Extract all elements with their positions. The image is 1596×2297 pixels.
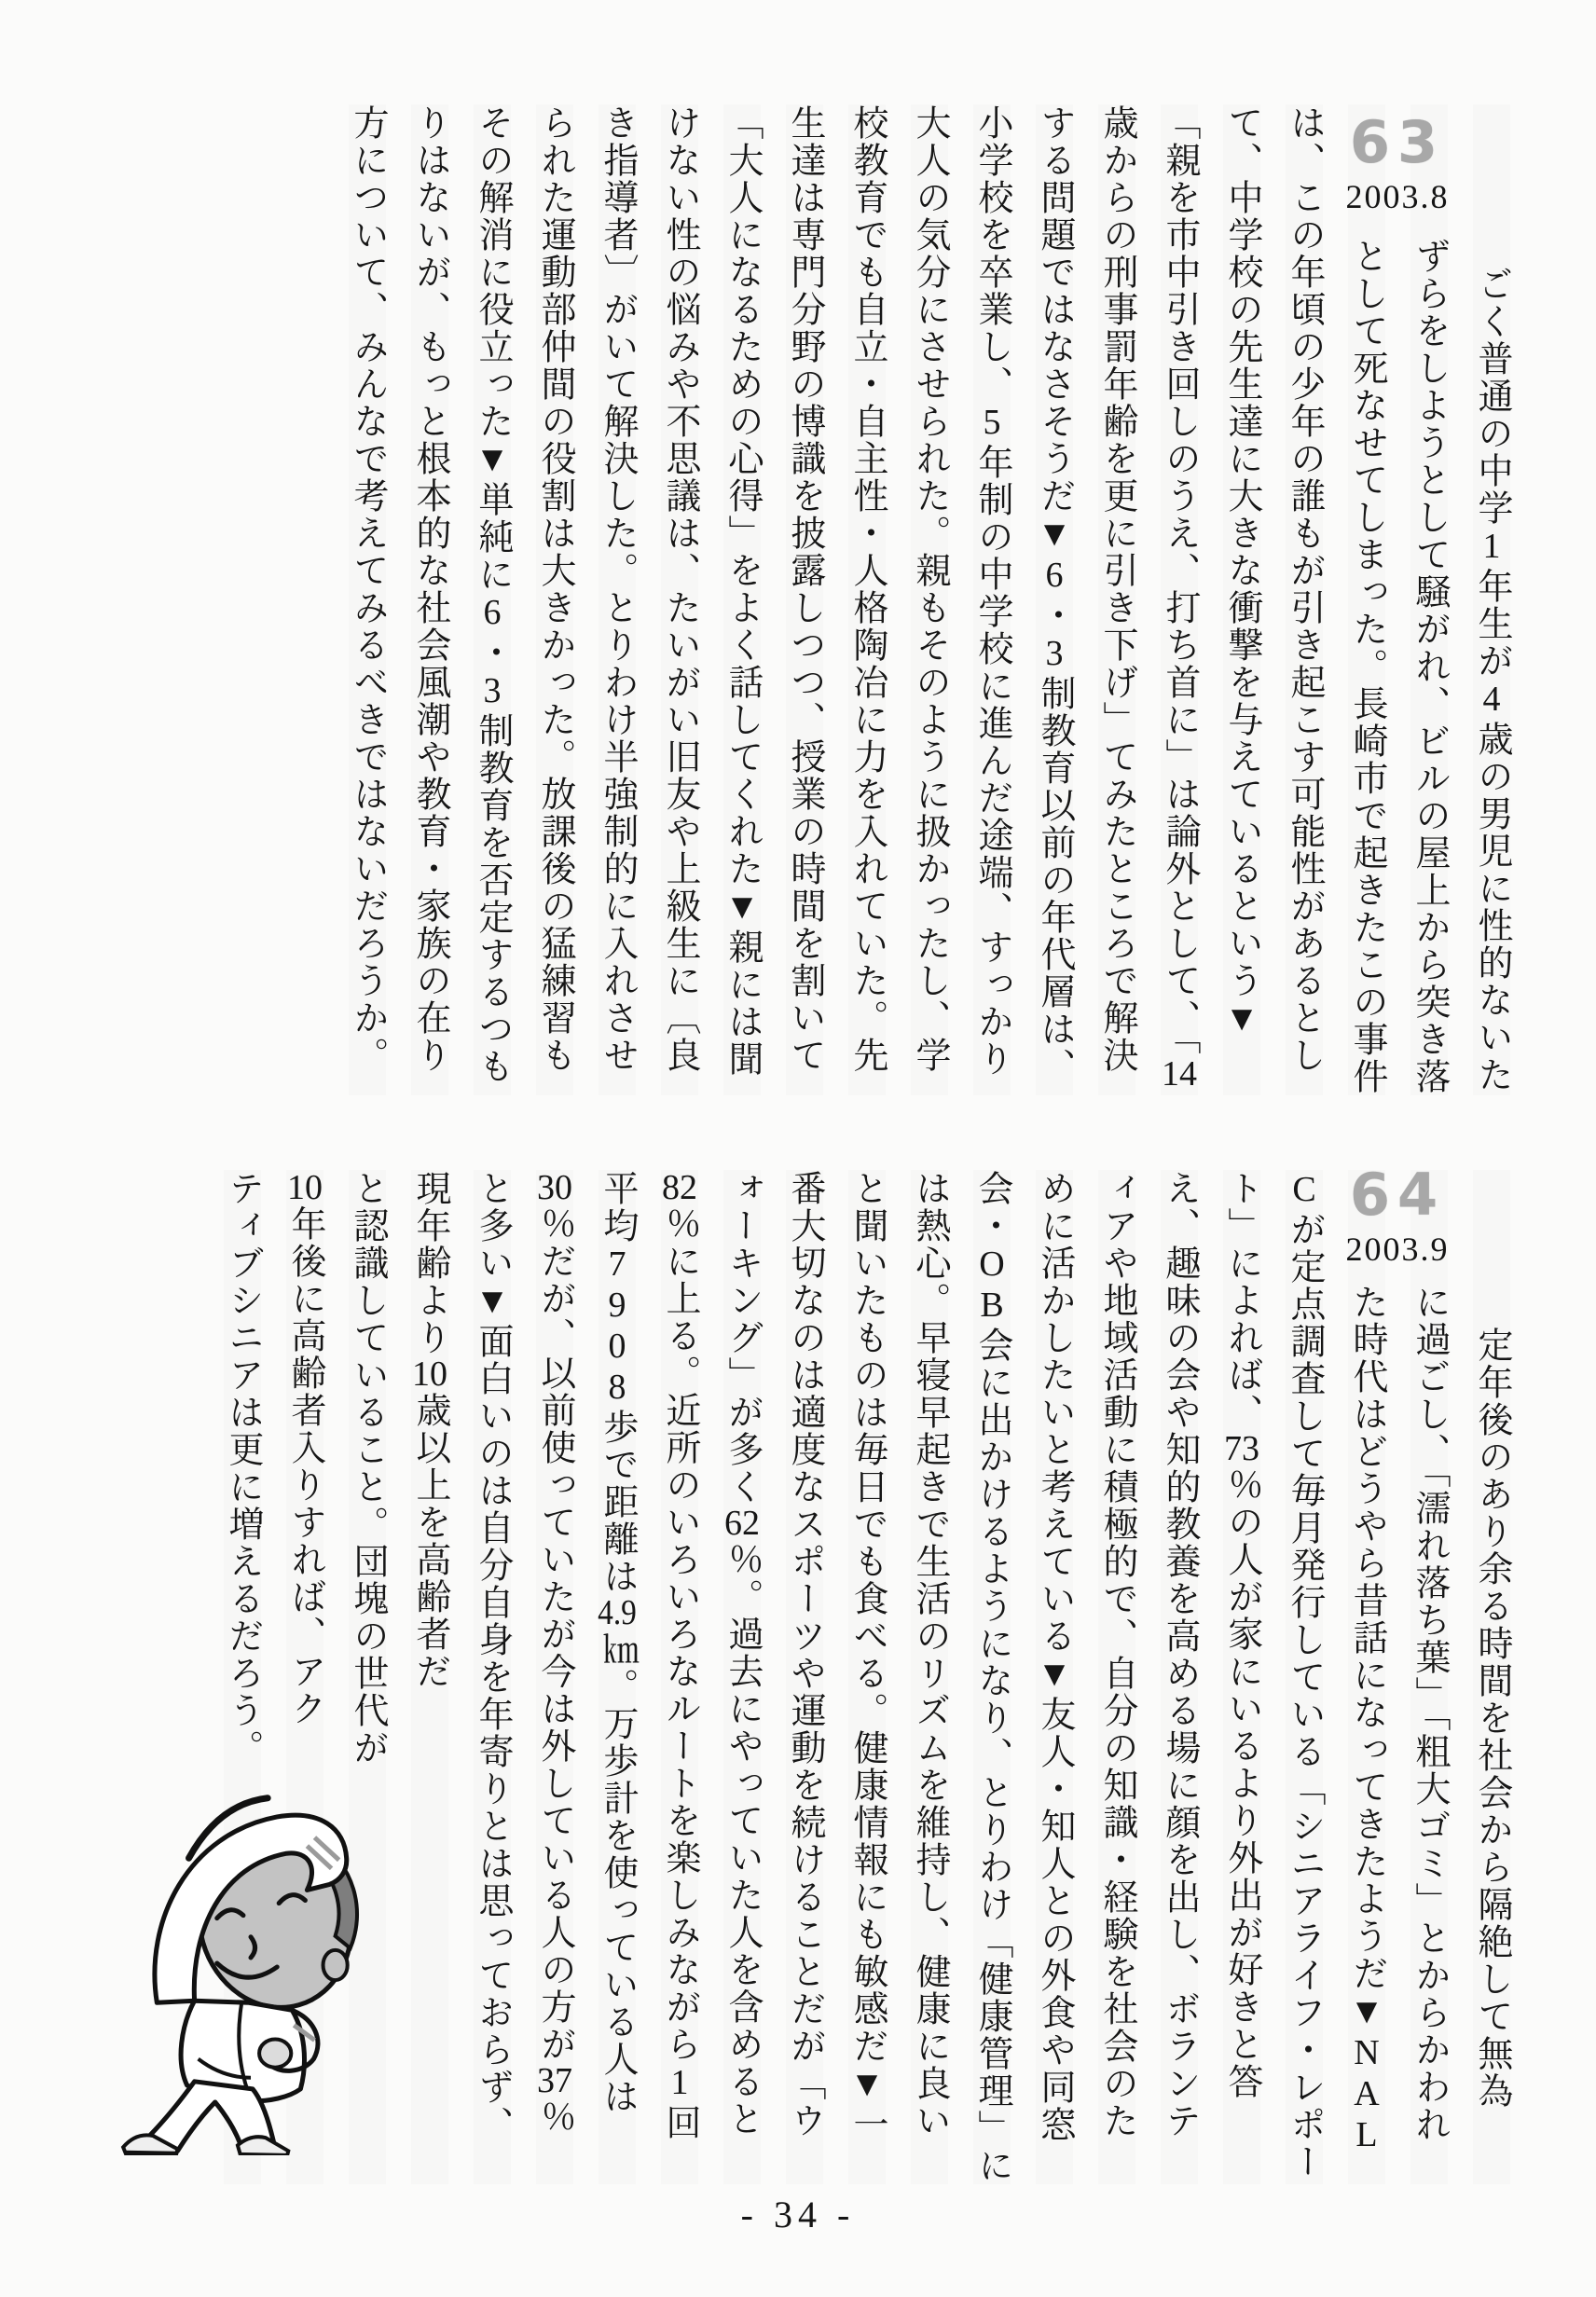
text-column: 方について、みんなで考えてみるべきではないだろうか。: [348, 104, 387, 1074]
fist: [259, 2040, 291, 2068]
text-column: 定年後のあり余る時間を社会から隔絶して無為: [1472, 1327, 1511, 2110]
text-column: その解消に役立った▼単純に6・3制教育を否定するつも: [473, 104, 512, 1085]
text-column: 平均7908歩で距離は4.9㎞。万歩計を使っている人は: [598, 1170, 637, 2115]
text-column: て、中学校の先生達に大きな衝撃を与えているという▼: [1222, 104, 1261, 1040]
section-64-header: [1314, 1161, 1480, 1269]
text-column: する問題ではなさそうだ▼6・3制教育以前の年代層は、: [1035, 104, 1074, 1085]
text-column: 番大切なのは適度なスポーツや運動を続けることだが「ウ: [785, 1170, 824, 2139]
text-column: 「親を市中引き回しのうえ、打ち首に」は論外として、「14: [1160, 104, 1199, 1092]
section-date: 2003.9: [1345, 1231, 1450, 1268]
text-column: き指導者〕がいて解決した。とりわけ半強制的に入れさせ: [598, 104, 637, 1074]
essay-section-63: [323, 104, 1510, 1095]
text-column: ずらをしようとして騒がれ、ビルの屋上から突き落: [1410, 238, 1449, 1095]
text-column: ティブシニアは更に増えるだろう。: [223, 1170, 262, 1767]
text-column: と聞いたものは毎日でも食べる。健康情報にも敏感だ▼一: [847, 1170, 887, 2143]
text-column: 「大人になるための心得」をよく話してくれた▼親には聞: [722, 104, 762, 1078]
page-number: - 34 -: [740, 2194, 856, 2235]
text-column: 小学校を卒業し、5年制の中学校に進んだ途端、すっかり: [972, 104, 1011, 1078]
text-column: と認識していること。団塊の世代が: [348, 1170, 387, 1767]
text-column: ごく普通の中学1年生が4歳の男児に性的ないた: [1472, 266, 1511, 1093]
text-column: 大人の気分にさせられた。親もそのように扱かったし、学: [910, 104, 949, 1074]
text-column: は、この年頃の少年の誰もが引き起こす可能性があるとし: [1285, 104, 1324, 1074]
text-column: 30％だが、以前使っていたが今は外している人の方が37％: [535, 1170, 574, 2136]
text-column: 現年齢より10歳以上を高齢者だ: [410, 1170, 449, 1690]
text-column: 10年後に高齢者入りすれば、アク: [285, 1170, 324, 1727]
text-column: めに活かしたいと考えている▼友人・知人との外食や同窓: [1035, 1170, 1074, 2143]
text-column: ォーキング」が多く62％。過去にやっていた人を含めると: [722, 1170, 762, 2138]
text-column: 校教育でも自立・自主性・人格陶冶に力を入れていた。先: [847, 104, 887, 1074]
text-column: ト」によれば、73％の人が家にいるより外出が好きと答: [1222, 1170, 1261, 2100]
text-column: けない性の悩みや不思議は、たいがい旧友や上級生に〔良: [660, 104, 699, 1074]
text-column: え、趣味の会や知的教養を高める場に顔を出し、ボランテ: [1160, 1170, 1199, 2139]
section-number: 64: [1349, 1161, 1446, 1229]
ear: [323, 1950, 348, 1980]
text-column: 歳からの刑事罰年齢を更に引き下げ」てみたところで解決: [1097, 104, 1136, 1074]
essay-section-64: [199, 1161, 1511, 2184]
section-63-header: [1314, 108, 1480, 216]
text-column: Cが定点調査して毎月発行している「シニアライフ・レポー: [1285, 1170, 1324, 2180]
text-column: た時代はどうやら昔話になってきたようだ▼NAL: [1347, 1284, 1386, 2156]
text-column: 生達は専門分野の博識を披露しつつ、授業の時間を割いて: [785, 104, 824, 1074]
text-column: と多い▼面白いのは自分自身を年寄りとは思っておらず、: [473, 1170, 512, 2143]
text-column: に過ごし、「濡れ落ち葉」「粗大ゴミ」とからかわれ: [1410, 1284, 1449, 2143]
section-date: 2003.8: [1345, 178, 1450, 215]
section-number: 63: [1349, 108, 1446, 176]
text-column: は熱心。早寝早起きで生活のリズムを維持し、健康に良い: [910, 1170, 949, 2139]
text-column: ィアや地域活動に積極的で、自分の知識・経験を社会のた: [1097, 1170, 1136, 2139]
text-column: りはないが、もっと根本的な社会風潮や教育・家族の在り: [410, 104, 449, 1074]
stretching-man-illustration: [108, 1779, 390, 2155]
text-column: られた運動部仲間の役割は大きかった。放課後の猛練習も: [535, 104, 574, 1074]
text-column: 会・OB会に出かけるようになり、とりわけ「健康管理」に: [972, 1170, 1011, 2184]
text-column: 82％に上る。近所のいろいろなルートを楽しみながら1回: [660, 1170, 699, 2141]
text-column: として死なせてしまった。長崎市で起きたこの事件: [1347, 238, 1386, 1095]
